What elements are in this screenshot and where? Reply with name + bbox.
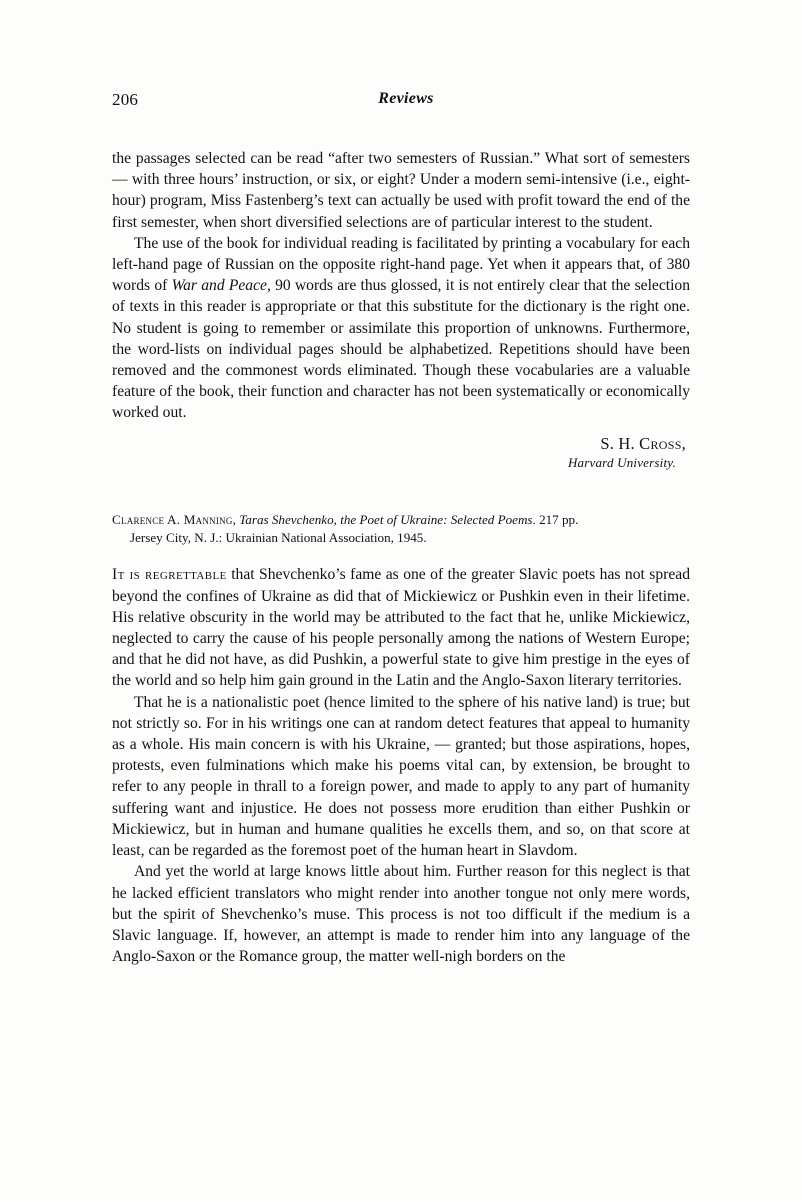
- paragraph: [112, 233, 690, 424]
- italic-text: War and Peace: [171, 277, 267, 295]
- citation-extent: . 217 pp.: [532, 511, 579, 527]
- review-two-body: [112, 564, 690, 967]
- reviewer-initials: S. H.: [600, 433, 640, 453]
- citation-title: Taras Shevchenko, the Poet of Ukraine: Selected Poems: [239, 511, 533, 527]
- body-text: , 90 words are thus glossed, it is not entirely clear that the selection of texts in this reader is appropriate or that this substitute for the dictionary is the right one. No student is going to remember or assimilate this proportion of unknowns. Furthermore, the word-lists on individual pages should be alphabetized. Repetitions should have been removed and the commonest words eliminated. Though these vocabularies are a valuable feature of the book, their function and character has not been systematically or economically worked out.: [112, 277, 691, 422]
- paragraph: [112, 692, 690, 862]
- running-head: [112, 90, 690, 118]
- running-head-title: Reviews: [378, 90, 434, 107]
- book-citation: [112, 511, 690, 548]
- body-text: And yet the world at large knows little about him. Further reason for this neglect is that he lacked efficient translators who might render into another tongue not only mere words, but the spirit of Shevchenko’s muse. This process is not too difficult if the medium is a Slavic language. If, however, an attempt is made to render him into any language of the Anglo-Saxon or the Romance group, the matter well-nigh borders on the: [112, 863, 690, 966]
- review-one-body: [112, 148, 690, 424]
- reviewer-affiliation: Harvard University.: [567, 454, 676, 470]
- page-number: 206: [112, 90, 139, 109]
- citation-line-one: [112, 512, 578, 527]
- body-text: that Shevchenko’s fame as one of the greater Slavic poets has not spread beyond the confines of Ukraine as did that of Mickiewicz or Pushkin even in their lifetime. His relative obscurity in the world may be attributed to the fact that he, unlike Mickiewicz, neglected to carry the cause of his people personally among the nations of Western Europe; and that he did not have, as did Pushkin, a powerful state to give him prestige in the eyes of the world and so help him gain ground in the Latin and the Anglo-Saxon literary territories.: [112, 566, 690, 690]
- paragraph: [112, 861, 690, 967]
- citation-author: Clarence A. Manning: [112, 511, 233, 527]
- reviewer-name-punctuation: ,: [681, 433, 686, 453]
- reviewer-signature: [112, 433, 690, 471]
- lead-in-smallcaps: It is regrettable: [112, 566, 227, 584]
- body-text: That he is a nationalistic poet (hence limited to the sphere of his native land) is true; but not strictly so. For in his writings one can at random detect features that appeal to humanity as a whole. His main concern is with his Ukraine, — granted; but those aspirations, hopes, protests, even fulminations which make his poems vital can, by extension, be brought to refer to any people in thrall to a foreign power, and made to apply to any part of humanity suffering want and injustice. He does not possess more erudition than either Pushkin or Mickiewicz, but in human and humane qualities he excells them, and so, on that score at least, can be regarded as the foremost poet of the human heart in Slavdom.: [112, 693, 690, 860]
- body-text: The use of the book for individual reading is facilitated by printing a vocabulary for each left-hand page of Russian on the opposite right-hand page. Yet when it appears that, of 380 words of: [112, 234, 690, 295]
- citation-separator: ,: [232, 511, 240, 527]
- paragraph: [112, 564, 690, 691]
- paragraph: [112, 148, 690, 233]
- reviewer-name: [112, 433, 686, 454]
- body-text: the passages selected can be read “after two semesters of Russian.” What sort of semesters — with three hours’ instruction, or six, or eight? Under a modern semi-intensive (i.e., eight-hour) program, Miss Fastenberg’s text can actually be used with profit toward the end of the first semester, when short diversified selections are of particular interest to the student.: [112, 150, 690, 231]
- page-content-column: [112, 0, 690, 967]
- citation-imprint: Jersey City, N. J.: Ukrainian National Association, 1945.: [130, 530, 427, 546]
- reviewer-surname: Cross: [639, 433, 682, 453]
